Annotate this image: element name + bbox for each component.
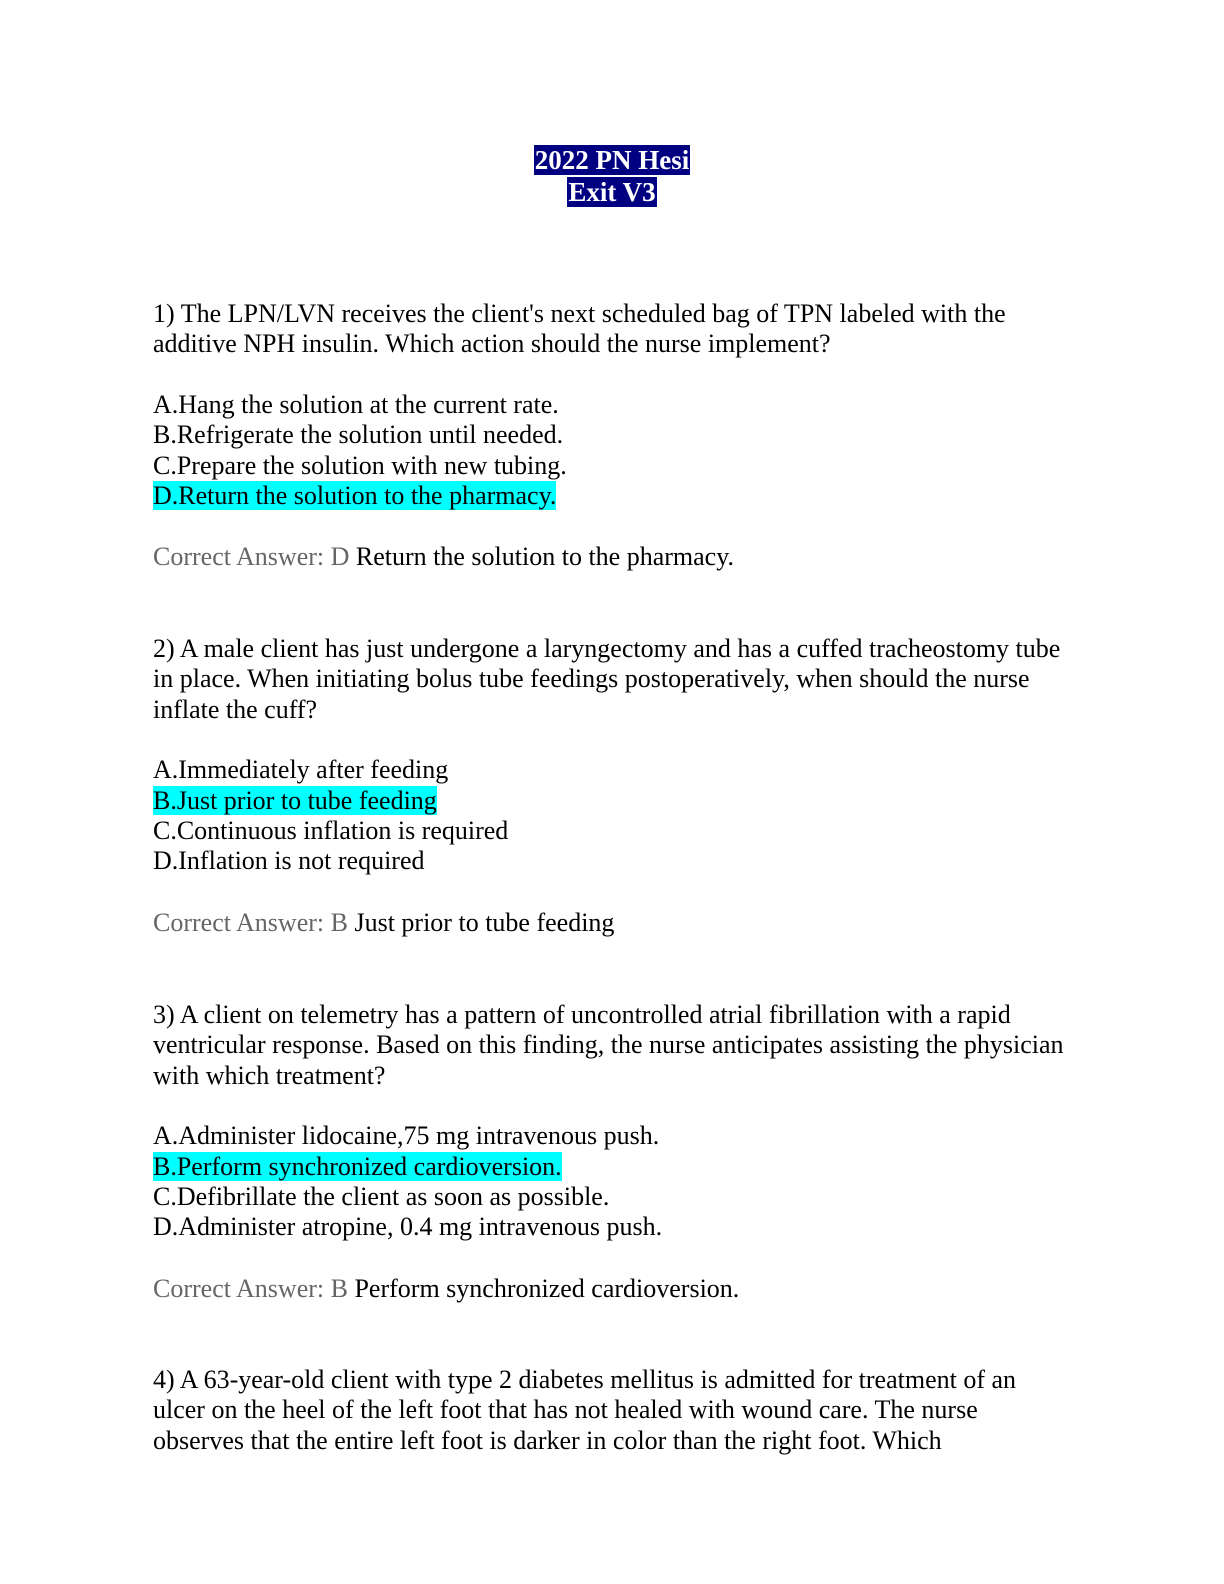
document-title [0, 144, 1224, 208]
question-2 [153, 634, 1073, 938]
options-list [153, 390, 1073, 512]
question-3 [153, 1000, 1073, 1304]
option-a: A.Administer lidocaine,75 mg intravenous push. [153, 1121, 660, 1151]
option-b: B.Refrigerate the solution until needed. [153, 420, 564, 450]
question-stem: 4) A 63-year-old client with type 2 diabetes mellitus is admitted for treatment of an ulcer on the heel of the left foot that has not healed with wound care. The nurse observes that the entire left foot is darker in color than the right foot. Which [153, 1365, 1017, 1455]
question-stem: 2) A male client has just undergone a laryngectomy and has a cuffed tracheostomy tube in place. When initiating bolus tube feedings postoperatively, when should the nurse inflate the cuff? [153, 634, 1061, 724]
correct-answer-label: Correct Answer: D [153, 542, 350, 572]
correct-answer [153, 1274, 1073, 1304]
question-stem: 1) The LPN/LVN receives the client's next scheduled bag of TPN labeled with the additive NPH insulin. Which action should the nurse implement? [153, 299, 1006, 359]
option-c: C.Continuous inflation is required [153, 816, 509, 845]
option-c: C.Defibrillate the client as soon as possible. [153, 1182, 610, 1211]
option-a: A.Hang the solution at the current rate. [153, 389, 559, 419]
correct-answer-text: Perform synchronized cardioversion. [347, 1273, 740, 1303]
correct-answer-label: Correct Answer: B [153, 907, 348, 937]
options-list [153, 1121, 1073, 1243]
option-d: D.Administer atropine, 0.4 mg intravenous push. [153, 1212, 663, 1242]
correct-answer [153, 542, 1073, 572]
option-b-highlighted: B.Just prior to tube feeding [153, 785, 437, 815]
correct-answer-text: Return the solution to the pharmacy. [349, 542, 735, 572]
option-a: A.Immediately after feeding [153, 755, 449, 785]
correct-answer [153, 908, 1073, 938]
question-4 [153, 1365, 1073, 1456]
option-d: D.Inflation is not required [153, 846, 425, 876]
correct-answer-label: Correct Answer: B [153, 1273, 348, 1303]
option-b-highlighted: B.Perform synchronized cardioversion. [153, 1151, 562, 1181]
option-c: C.Prepare the solution with new tubing. [153, 450, 567, 480]
title-line-2: Exit V3 [568, 177, 656, 207]
option-d-highlighted: D.Return the solution to the pharmacy. [153, 480, 557, 510]
question-stem: 3) A client on telemetry has a pattern of uncontrolled atrial fibrillation with a rapid ventricular response. Based on this finding, the nurse anticipates assisting the physician with which treatment? [153, 1000, 1064, 1090]
options-list [153, 755, 1073, 877]
correct-answer-text: Just prior to tube feeding [347, 907, 615, 937]
question-1 [153, 299, 1073, 573]
title-line-1: 2022 PN Hesi [534, 145, 690, 175]
